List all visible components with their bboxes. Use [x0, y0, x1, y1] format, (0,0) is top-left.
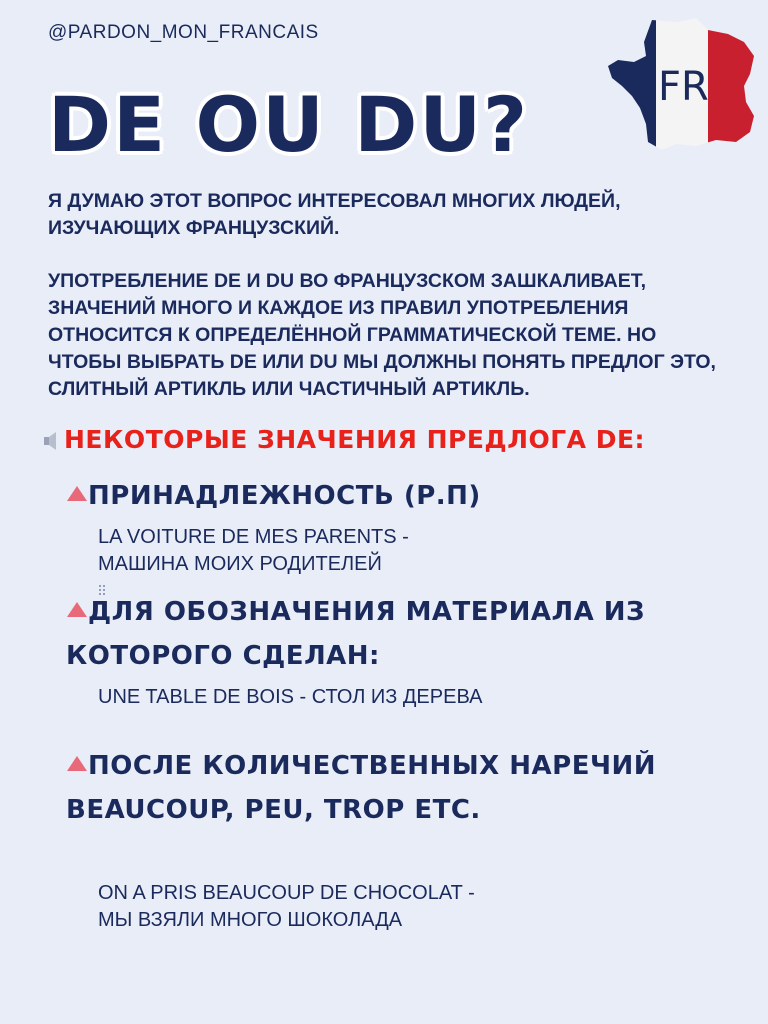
map-label: FR [658, 64, 709, 110]
item-example-material [98, 684, 482, 711]
item-heading-text: ДЛЯ ОБОЗНАЧЕНИЯ МАТЕРИАЛА ИЗ КОТОРОГО СДЕЛАН: [66, 597, 645, 671]
page-title: DE OU DU? [48, 80, 530, 169]
example-line: МЫ ВЗЯЛИ МНОГО ШОКОЛАДА [98, 909, 403, 931]
example-line: LA VOITURE DE MES PARENTS - [98, 526, 409, 548]
item-heading-material [66, 590, 726, 678]
intro-paragraph-2: УПОТРЕБЛЕНИЕ DE И DU ВО ФРАНЦУЗСКОМ ЗАШКАЛИВАЕТ, ЗНАЧЕНИЙ МНОГО И КАЖДОЕ ИЗ ПРАВИЛ УПОТРЕБЛЕНИЯ ОТНОСИТСЯ К ОПРЕДЕЛЁННОЙ ГРАММАТИЧЕСКОЙ ТЕМЕ. НО ЧТОБЫ ВЫБРАТЬ DE ИЛИ DU МЫ ДОЛЖНЫ ПОНЯТЬ ПРЕДЛОГ ЭТО, СЛИТНЫЙ АРТИКЛЬ ИЛИ ЧАСТИЧНЫЙ АРТИКЛЬ. [48, 270, 716, 400]
item-example-quantity [98, 880, 475, 934]
account-handle: @PARDON_MON_FRANCAIS [48, 22, 319, 43]
france-map-flag [604, 16, 760, 152]
triangle-icon [66, 754, 88, 772]
speaker-icon [44, 432, 60, 450]
item-example-possession [98, 524, 409, 578]
example-line: МАШИНА МОИХ РОДИТЕЛЕЙ [98, 553, 382, 575]
example-line: UNE TABLE DE BOIS - СТОЛ ИЗ ДЕРЕВА [98, 686, 483, 708]
item-heading-quantity [66, 744, 666, 832]
intro-paragraph-1: Я ДУМАЮ ЭТОТ ВОПРОС ИНТЕРЕСОВАЛ МНОГИХ ЛЮДЕЙ, ИЗУЧАЮЩИХ ФРАНЦУЗСКИЙ. [48, 190, 621, 239]
item-heading-possession [66, 474, 481, 518]
france-map-icon [604, 16, 760, 152]
section-heading [44, 425, 645, 454]
item-heading-text: ПОСЛЕ КОЛИЧЕСТВЕННЫХ НАРЕЧИЙ BEAUCOUP, PEU, TROP ETC. [66, 751, 657, 825]
triangle-icon [66, 600, 88, 618]
example-line: ON A PRIS BEAUCOUP DE CHOCOLAT - [98, 882, 475, 904]
item-heading-text: ПРИНАДЛЕЖНОСТЬ (Р.П) [88, 481, 481, 511]
section-heading-text: НЕКОТОРЫЕ ЗНАЧЕНИЯ ПРЕДЛОГА DE: [64, 425, 646, 454]
triangle-icon [66, 484, 88, 502]
